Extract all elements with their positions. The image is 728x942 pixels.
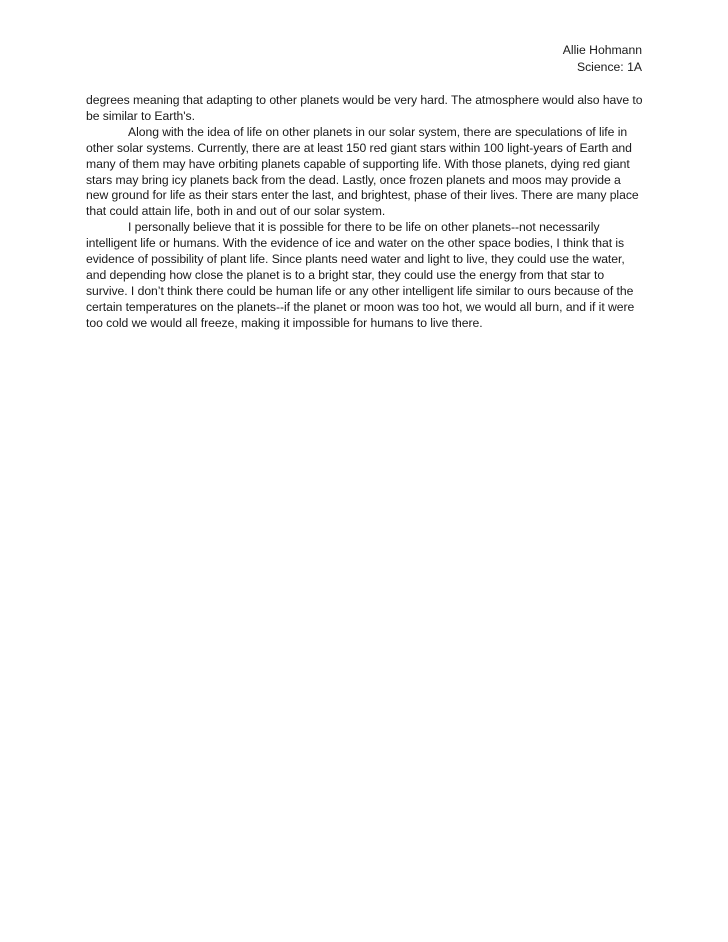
paragraph-other-solar-systems: Along with the idea of life on other planets in our solar system, there are speculations of life in other solar systems. Currently, there are at least 150 red giant stars within 100 light-years of Earth and many of them may have orbiting planets capable of supporting life. With those planets, dying red giant stars may bring icy planets back from the dead. Lastly, once frozen planets and moos may provide a new ground for life as their stars enter the last, and brightest, phase of their lives. There are many place that could attain life, both in and out of our solar system. <box>86 124 639 219</box>
paragraph-continuation: degrees meaning that adapting to other planets would be very hard. The atmosphere would also have to be similar to Earth's. <box>86 93 643 123</box>
paragraph-personal-belief: I personally believe that it is possible for there to be life on other planets--not necessarily intelligent life or humans. With the evidence of ice and water on the other space bodies, I think that is evidence of possibility of plant life. Since plants need water and light to live, they could use the water, and depending how close the planet is to a bright star, they could use the energy from that star to survive. I don’t think there could be human life or any other intelligent life similar to ours because of the certain temperatures on the planets--if the planet or moon was too hot, we would all burn, and if it were too cold we would all freeze, making it impossible for humans to live there. <box>86 220 635 330</box>
class-label: Science: 1A <box>576 60 642 74</box>
author-name: Allie Hohmann <box>562 43 642 57</box>
page-header <box>563 42 642 76</box>
essay-body <box>86 93 646 332</box>
